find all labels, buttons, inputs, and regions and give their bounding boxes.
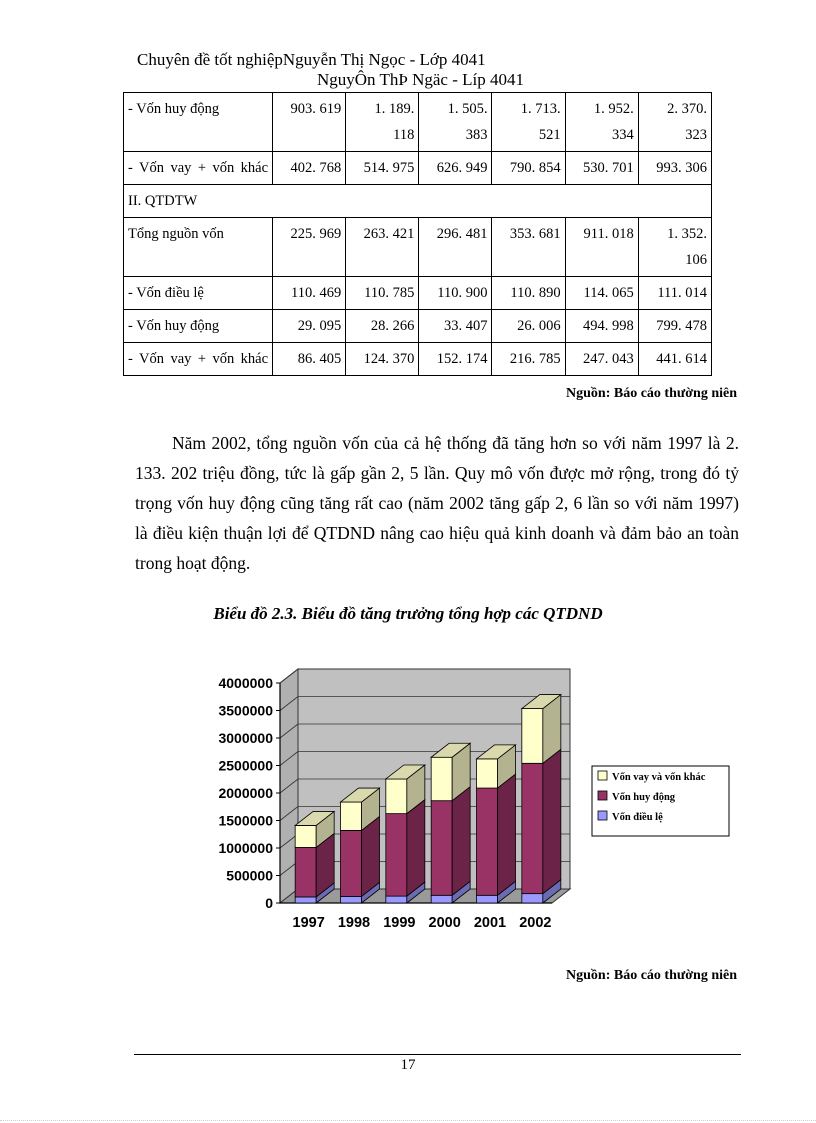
table-cell: 799. 478 [638, 310, 711, 343]
table-cell: 111. 014 [638, 277, 711, 310]
legend-swatch [598, 811, 607, 820]
table-row [124, 152, 712, 185]
table-row [124, 310, 712, 343]
bar-segment-vốn-huy-động [431, 801, 452, 896]
table-source-note: Nguồn: Báo cáo thường niên [566, 386, 737, 401]
bar-segment-vốn-huy-động [477, 788, 498, 895]
y-tick-label: 2000000 [218, 785, 273, 801]
table-cell: 110. 469 [273, 277, 346, 310]
table-cell: 993. 306 [638, 152, 711, 185]
table-cell: 33. 407 [419, 310, 492, 343]
table-row [124, 93, 712, 152]
table-cell: 152. 174 [419, 343, 492, 376]
table-cell: 2. 370. 323 [638, 93, 711, 152]
x-tick-label: 1998 [337, 915, 371, 931]
bar-side [407, 800, 425, 897]
page-bottom-border [0, 1120, 816, 1121]
table-row [124, 277, 712, 310]
bar-segment-vốn-vay-và-vốn-khác [431, 757, 452, 800]
x-tick-label: 1999 [383, 915, 416, 931]
page-header-line1: Chuyên đề tốt nghiệpNguyễn Thị Ngọc - Lớp 4041 [137, 50, 486, 69]
chart-caption: Biểu đồ 2.3. Biểu đồ tăng trưởng tổng hợp các QTDND [213, 604, 603, 623]
x-tick-label: 2002 [519, 915, 552, 931]
table-cell: 402. 768 [273, 152, 346, 185]
y-tick-label: 1000000 [218, 840, 273, 856]
bar-segment-vốn-vay-và-vốn-khác [341, 802, 362, 830]
table-cell: 903. 619 [273, 93, 346, 152]
bar-side [543, 749, 561, 893]
bar-segment-vốn-điều-lệ [477, 895, 498, 903]
bar-segment-vốn-vay-và-vốn-khác [477, 759, 498, 788]
table-row [124, 218, 712, 277]
table-cell: 353. 681 [492, 218, 565, 277]
table-cell: 263. 421 [346, 218, 419, 277]
bar-segment-vốn-điều-lệ [431, 895, 452, 903]
stacked-bar-chart [218, 655, 735, 945]
table-cell: 28. 266 [346, 310, 419, 343]
table-cell: 626. 949 [419, 152, 492, 185]
x-tick-label: 1997 [292, 915, 325, 931]
page-number: 17 [400, 1057, 416, 1073]
row-label-text: - Vốn vay + vốn khác [128, 160, 269, 176]
table-section-row [124, 185, 712, 218]
table-cell: 790. 854 [492, 152, 565, 185]
y-tick-label: 3000000 [218, 730, 273, 746]
table-cell: 26. 006 [492, 310, 565, 343]
table-cell: 1. 505. 383 [419, 93, 492, 152]
legend-swatch [598, 771, 607, 780]
table-cell: 86. 405 [273, 343, 346, 376]
bar-segment-vốn-vay-và-vốn-khác [522, 709, 543, 764]
table-cell: 225. 969 [273, 218, 346, 277]
bar-side [498, 774, 516, 895]
table-cell: 29. 095 [273, 310, 346, 343]
bar-segment-vốn-điều-lệ [386, 896, 407, 903]
bar-segment-vốn-điều-lệ [522, 894, 543, 903]
table-cell: 216. 785 [492, 343, 565, 376]
table-cell: 247. 043 [565, 343, 638, 376]
row-label: Tổng nguồn vốn [124, 218, 273, 277]
table-cell: 514. 975 [346, 152, 419, 185]
y-tick-label: 0 [265, 895, 273, 911]
bar-side [452, 787, 470, 896]
row-label [124, 152, 273, 185]
legend-label: Vốn điều lệ [612, 812, 663, 823]
table-cell: 110. 900 [419, 277, 492, 310]
table-cell: 1. 189. 118 [346, 93, 419, 152]
section-title: II. QTDTW [124, 185, 712, 218]
row-label: - Vốn huy động [124, 93, 273, 152]
bar-segment-vốn-huy-động [341, 830, 362, 896]
table-cell: 911. 018 [565, 218, 638, 277]
footer-divider [134, 1054, 741, 1055]
x-tick-label: 2000 [428, 915, 461, 931]
body-paragraph: Năm 2002, tổng nguồn vốn của cả hệ thống đã tăng hơn so với năm 1997 là 2. 133. 202 triệu đồng, tức là gấp gần 2, 5 lần. Quy mô vốn được mở rộng, trong đó tỷ trọng vốn huy động cũng tăng rất cao (năm 2002 tăng gấp 2, 6 lần so với năm 1997) là điều kiện thuận lợi để QTDND nâng cao hiệu quả kinh doanh và đảm bảo an toàn trong hoạt động. [135, 433, 739, 573]
row-label [124, 343, 273, 376]
y-tick-label: 500000 [226, 867, 273, 884]
table-cell: 530. 701 [565, 152, 638, 185]
table-cell: 114. 065 [565, 277, 638, 310]
table-cell: 296. 481 [419, 218, 492, 277]
legend-label: Vốn vay và vốn khác [612, 772, 706, 783]
bar-segment-vốn-điều-lệ [341, 896, 362, 903]
legend-label: Vốn huy động [612, 792, 676, 803]
legend-swatch [598, 791, 607, 800]
table-row [124, 343, 712, 376]
bar-segment-vốn-điều-lệ [295, 897, 316, 903]
y-tick-label: 3500000 [218, 702, 273, 719]
y-tick-label: 4000000 [218, 675, 273, 691]
row-label: - Vốn điều lệ [124, 277, 273, 310]
table-cell: 441. 614 [638, 343, 711, 376]
y-tick-label: 1500000 [218, 812, 273, 829]
chart-source-note: Nguồn: Báo cáo thường niên [566, 968, 737, 983]
table-cell: 1. 952. 334 [565, 93, 638, 152]
x-tick-label: 2001 [473, 915, 507, 931]
table-cell: 110. 785 [346, 277, 419, 310]
table-cell: 124. 370 [346, 343, 419, 376]
bar-segment-vốn-huy-động [522, 763, 543, 893]
bar-segment-vốn-vay-và-vốn-khác [386, 779, 407, 814]
page-header-line2: NguyÔn ThÞ Ngäc - Líp 4041 [317, 70, 524, 89]
table-cell: 110. 890 [492, 277, 565, 310]
table-cell: 494. 998 [565, 310, 638, 343]
bar-segment-vốn-huy-động [295, 847, 316, 897]
table-cell: 1. 713. 521 [492, 93, 565, 152]
row-label: - Vốn huy động [124, 310, 273, 343]
row-label-text: - Vốn vay + vốn khác [128, 351, 269, 367]
y-tick-label: 2500000 [218, 757, 273, 774]
capital-table [123, 92, 712, 376]
table-cell: 1. 352. 106 [638, 218, 711, 277]
bar-segment-vốn-huy-động [386, 814, 407, 897]
bar-segment-vốn-vay-và-vốn-khác [295, 825, 316, 847]
